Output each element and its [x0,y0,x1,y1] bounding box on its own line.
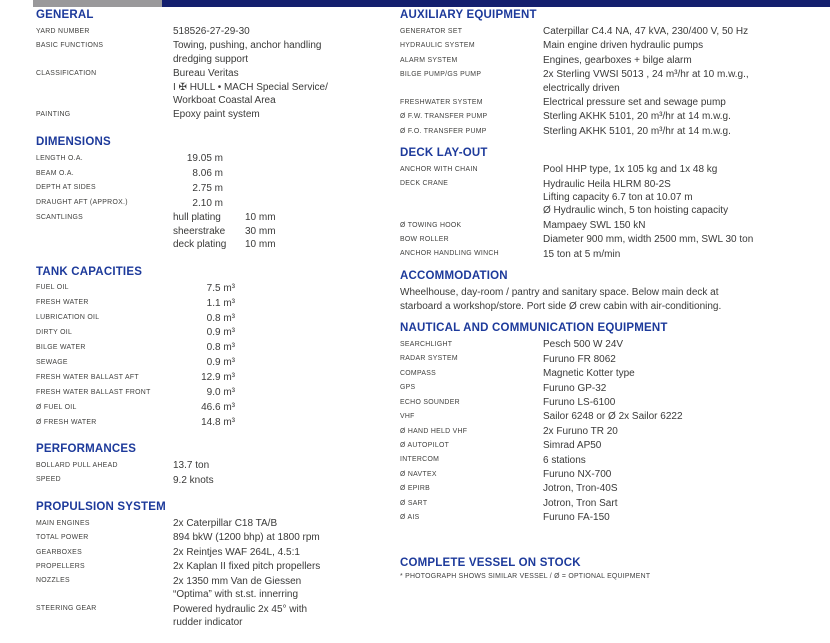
spec-label: Ø FUEL OIL [36,403,77,411]
spec-row [36,531,388,544]
spec-value-line: 14.8 m³ [201,416,235,428]
section-propulsion-system [36,501,388,629]
spec-value [543,338,824,351]
spec-row [400,110,824,123]
spec-label: BILGE PUMP/GS PUMP [400,71,482,79]
spec-label: HYDRAULIC SYSTEM [400,42,475,50]
spec-value [173,312,388,325]
spec-label: FRESH WATER BALLAST AFT [36,373,139,381]
spec-row [400,39,824,52]
spec-row [36,25,388,38]
spec-row [36,416,388,429]
spec-label: NOZZLES [36,577,70,585]
spec-value-line: 2x Sterling VWSI 5013 , 24 m³/hr at 10 m.w.g., [543,69,749,81]
spec-row [36,575,388,602]
section-accommodation [400,270,824,313]
spec-value-line: Simrad AP50 [543,440,602,452]
spec-row [36,356,388,369]
spec-value [543,482,824,495]
spec-label: ANCHOR WITH CHAIN [400,166,478,174]
spec-value-line [173,211,388,224]
spec-value-line: 2x 1350 mm Van de Giessen [173,575,302,587]
spec-label: SPEED [36,476,61,484]
section-auxiliary-equipment [400,9,824,138]
spec-value [543,367,824,380]
spec-subitem-value: 10 mm [245,212,276,224]
spec-label: Ø SART [400,499,428,507]
spec-label: DIRTY OIL [36,329,73,337]
spec-label: Ø FRESH WATER [36,418,97,426]
spec-label: ANCHOR HANDLING WINCH [400,250,499,258]
spec-value [543,25,824,38]
spec-value-line: rudder indicator [173,616,243,628]
section-title-performances: PERFORMANCES [36,443,137,456]
spec-value [173,297,388,310]
spec-row [36,197,388,210]
section-title-deck-lay-out: DECK LAY-OUT [400,147,488,160]
spec-row [400,425,824,438]
spec-row [36,517,388,530]
spec-value [173,474,388,487]
spec-value [173,167,388,180]
section-complete-vessel [400,557,824,580]
spec-row [400,233,824,246]
spec-row [400,178,824,218]
section-deck-lay-out [400,147,824,261]
spec-value-line: 2x Reintjes WAF 264L, 4.5:1 [173,546,300,558]
spec-row [36,67,388,107]
spec-label: LUBRICATION OIL [36,314,100,322]
spec-row [400,454,824,467]
spec-label: YARD NUMBER [36,27,90,35]
spec-row [36,386,388,399]
spec-value [173,416,388,429]
spec-value [543,425,824,438]
top-bar-gray-segment [33,0,162,7]
section-nautical-communication [400,322,824,524]
spec-value-line: Caterpillar C4.4 NA, 47 kVA, 230/400 V, 50 Hz [543,26,749,37]
spec-label: Ø EPIRB [400,485,431,493]
spec-value [173,401,388,414]
spec-row [400,468,824,481]
spec-value [173,211,388,251]
spec-value-line: 0.9 m³ [206,357,235,369]
spec-value-line: Jotron, Tron Sart [543,497,618,509]
spec-row [36,371,388,384]
spec-value [173,371,388,384]
spec-value-line: 518526-27-29-30 [173,26,250,37]
section-title-nautical-communication: NAUTICAL AND COMMUNICATION EQUIPMENT [400,322,668,335]
spec-row [400,482,824,495]
spec-value-line: Sailor 6248 or Ø 2x Sailor 6222 [543,411,683,423]
spec-label: GENERATOR SET [400,27,463,35]
spec-row [36,401,388,414]
spec-value-line: Main engine driven hydraulic pumps [543,40,704,52]
right-column [400,9,824,589]
spec-value-line: Electrical pressure set and sewage pump [543,97,726,109]
spec-value-line: Pesch 500 W 24V [543,339,624,351]
spec-label: BOW ROLLER [400,236,449,244]
spec-label: FRESHWATER SYSTEM [400,98,483,106]
spec-value [543,219,824,232]
paragraph-line: Wheelhouse, day-room / pantry and sanitary space. Below main deck at [400,287,719,299]
top-bar [33,0,830,7]
spec-value-line: Hydraulic Heila HLRM 80-2S [543,178,671,190]
spec-subitem-value: 30 mm [245,225,276,237]
spec-value-line: 9.0 m³ [206,387,235,399]
spec-label: LENGTH O.A. [36,154,83,162]
spec-label: BOLLARD PULL AHEAD [36,462,118,470]
spec-value-line: 2x Furuno TR 20 [543,425,618,437]
spec-value-line: I ✠ HULL • MACH Special Service/ [173,81,328,93]
section-title-dimensions: DIMENSIONS [36,135,111,148]
spec-label: SCANTLINGS [36,214,84,222]
spec-value [173,386,388,399]
spec-label: BASIC FUNCTIONS [36,42,104,50]
spec-label: RADAR SYSTEM [400,355,458,363]
spec-value-line: Magnetic Kotter type [543,368,635,380]
spec-value [543,39,824,52]
section-performances [36,443,388,487]
spec-row [36,459,388,472]
spec-value [173,459,388,472]
spec-value-line: 0.8 m³ [206,342,235,354]
spec-row [36,108,388,121]
spec-value [173,182,388,195]
spec-label: MAIN ENGINES [36,519,90,527]
spec-value [543,233,824,246]
spec-label: VHF [400,413,415,421]
spec-value [543,410,824,423]
spec-row [400,511,824,524]
spec-value-line: 46.6 m³ [201,401,235,413]
spec-value-line: “Optima” with st.st. innerring [173,589,299,601]
spec-value [173,326,388,339]
spec-subitem-name: deck plating [173,239,227,251]
spec-value-line: Bureau Veritas [173,68,239,80]
spec-value [173,546,388,559]
spec-label: STEERING GEAR [36,605,97,613]
top-bar-navy-segment [162,0,830,7]
spec-value-line: 12.9 m³ [201,372,235,384]
spec-label: PROPELLERS [36,563,85,571]
spec-value-line: Diameter 900 mm, width 2500 mm, SWL 30 ton [543,234,754,246]
spec-label: Ø F.W. TRANSFER PUMP [400,113,488,121]
spec-row [400,68,824,95]
spec-value [173,341,388,354]
spec-row [400,338,824,351]
spec-value [173,108,388,121]
spec-label: SEWAGE [36,359,68,367]
spec-label: Ø NAVTEX [400,470,437,478]
spec-value [173,356,388,369]
spec-value [173,517,388,530]
spec-row [36,152,388,165]
spec-value-line: Workboat Coastal Area [173,95,276,107]
spec-value-line: Furuno NX-700 [543,468,612,480]
spec-value [173,39,388,66]
spec-value-line: 0.9 m³ [206,327,235,339]
spec-label: ECHO SOUNDER [400,398,460,406]
spec-value [543,497,824,510]
spec-row [400,353,824,366]
spec-value [173,603,388,630]
spec-value-line: 8.06 m [192,167,223,179]
footnote-text: * PHOTOGRAPH SHOWS SIMILAR VESSEL / Ø = OPTIONAL EQUIPMENT [400,572,651,580]
spec-label: FUEL OIL [36,284,69,292]
spec-row [400,219,824,232]
spec-row [36,282,388,295]
spec-row [36,326,388,339]
spec-label: GPS [400,384,416,392]
section-title-complete-vessel: COMPLETE VESSEL ON STOCK [400,556,581,569]
spec-value-line: Lifting capacity 6.7 ton at 10.07 m [543,192,693,204]
spec-value [543,511,824,524]
spec-subitem-value: 10 mm [245,239,276,251]
spec-value-line: 15 ton at 5 m/min [543,248,621,260]
spec-value-line: 1.1 m³ [206,297,235,309]
spec-label: INTERCOM [400,456,440,464]
spec-row [400,439,824,452]
spec-value-line [173,238,388,251]
spec-label: PAINTING [36,111,71,119]
spec-row [400,125,824,138]
spec-value [173,152,388,165]
spec-value-line: 19.05 m [186,152,223,164]
spec-row [36,167,388,180]
spec-value [543,68,824,95]
spec-subitem-name: hull plating [173,212,221,224]
spec-value [173,282,388,295]
spec-value-line: Furuno FR 8062 [543,353,616,365]
spec-value-line: 7.5 m³ [206,282,235,294]
section-tank-capacities [36,266,388,430]
section-title-propulsion-system: PROPULSION SYSTEM [36,501,166,514]
spec-value [543,382,824,395]
spec-value-line: Furuno GP-32 [543,382,607,394]
spec-label: DECK CRANE [400,180,449,188]
spec-row [400,382,824,395]
spec-value-line: Mampaey SWL 150 kN [543,219,646,231]
spec-label: COMPASS [400,369,437,377]
spec-value [543,163,824,176]
spec-row [400,248,824,261]
spec-row [400,25,824,38]
spec-row [400,367,824,380]
spec-value-line: electrically driven [543,82,620,94]
spec-value [543,454,824,467]
section-title-accommodation: ACCOMMODATION [400,270,508,283]
paragraph-line: starboard a workshop/store. Port side Ø crew cabin with air-conditioning. [400,300,722,312]
spec-row [36,603,388,630]
spec-row [400,396,824,409]
spec-value [173,560,388,573]
spec-value-line: dredging support [173,53,249,65]
spec-value-line: Epoxy paint system [173,109,260,121]
spec-value-line: Sterling AKHK 5101, 20 m³/hr at 14 m.w.g. [543,125,731,137]
spec-value-line: 2.10 m [192,197,223,209]
spec-value-line: Furuno FA-150 [543,512,610,524]
spec-row [36,560,388,573]
spec-value [173,67,388,107]
spec-value-line: 2.75 m [192,182,223,194]
section-dimensions [36,136,388,252]
spec-value-line: 13.7 ton [173,460,210,472]
spec-value-line: 9.2 knots [173,474,214,486]
spec-value [543,396,824,409]
spec-value [543,248,824,261]
section-title-auxiliary-equipment: AUXILIARY EQUIPMENT [400,9,537,21]
spec-value [543,439,824,452]
spec-subitem-name: sheerstrake [173,225,226,237]
spec-value-line: 2x Caterpillar C18 TA/B [173,518,278,530]
spec-label: BEAM O.A. [36,169,74,177]
spec-value [173,197,388,210]
spec-label: DRAUGHT AFT (APPROX.) [36,199,128,207]
spec-row [400,497,824,510]
spec-value-line: 6 stations [543,454,586,466]
spec-value [543,110,824,123]
spec-value [543,125,824,138]
spec-value-line: Engines, gearboxes + bilge alarm [543,54,692,66]
spec-label: DEPTH AT SIDES [36,184,96,192]
spec-row [36,474,388,487]
spec-value [173,531,388,544]
spec-row [400,54,824,67]
spec-row [36,297,388,310]
section-title-general: GENERAL [36,9,94,21]
spec-value-line: Jotron, Tron-40S [543,483,618,495]
spec-row [36,39,388,66]
spec-row [36,182,388,195]
spec-value [543,353,824,366]
spec-value [543,178,824,218]
spec-value [543,54,824,67]
spec-row [36,211,388,251]
spec-row [400,410,824,423]
spec-label: Ø AUTOPILOT [400,441,450,449]
spec-label: Ø F.O. TRANSFER PUMP [400,127,487,135]
spec-value-line: 894 bkW (1200 bhp) at 1800 rpm [173,532,320,544]
spec-label: ALARM SYSTEM [400,56,458,64]
spec-label: FRESH WATER [36,299,89,307]
spec-label: BILGE WATER [36,344,86,352]
spec-value [543,468,824,481]
spec-value-line: Sterling AKHK 5101, 20 m³/hr at 14 m.w.g. [543,111,731,123]
spec-value [173,575,388,602]
section-general [36,9,388,122]
spec-value [173,25,388,38]
spec-value-line: Ø Hydraulic winch, 5 ton hoisting capacity [543,205,729,217]
spec-label: GEARBOXES [36,548,82,556]
spec-value-line: Pool HHP type, 1x 105 kg and 1x 48 kg [543,164,718,176]
spec-label: SEARCHLIGHT [400,341,453,349]
spec-value [543,96,824,109]
spec-label: FRESH WATER BALLAST FRONT [36,388,151,396]
left-column [36,9,388,643]
spec-row [36,546,388,559]
spec-label: Ø TOWING HOOK [400,221,462,229]
spec-value-line: 2x Kaplan II fixed pitch propellers [173,561,321,573]
spec-row [400,96,824,109]
spec-row [400,163,824,176]
spec-value-line [173,225,388,238]
spec-label: Ø HAND HELD VHF [400,427,468,435]
spec-value-line: 0.8 m³ [206,312,235,324]
section-title-tank-capacities: TANK CAPACITIES [36,265,143,278]
spec-row [36,341,388,354]
spec-value-line: Towing, pushing, anchor handling [173,40,322,52]
spec-label: Ø AIS [400,513,420,521]
spec-row [36,312,388,325]
spec-label: CLASSIFICATION [36,70,97,78]
spec-value-line: Powered hydraulic 2x 45° with [173,603,308,615]
spec-label: TOTAL POWER [36,534,89,542]
spec-value-line: Furuno LS-6100 [543,396,616,408]
